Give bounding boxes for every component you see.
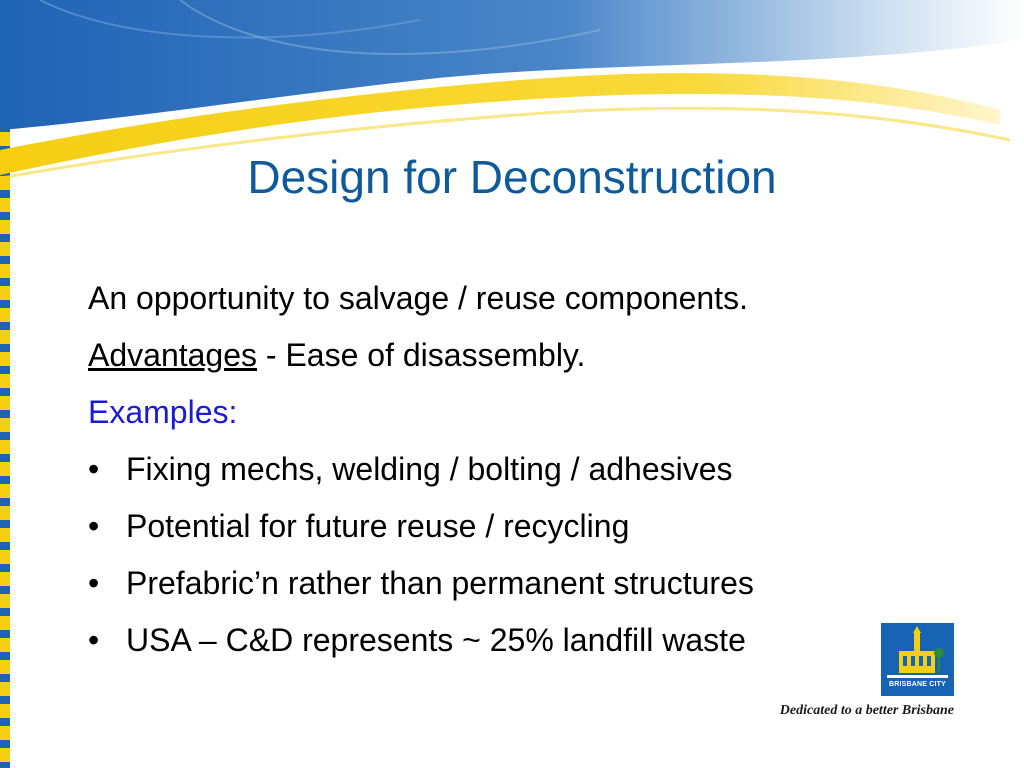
examples-heading: Examples: [88,394,238,430]
intro-line: An opportunity to salvage / reuse components. [88,280,748,316]
advantages-text: - Ease of disassembly. [257,337,586,373]
bullet-item [88,555,968,612]
bullet-text: Fixing mechs, welding / bolting / adhesives [126,451,733,487]
bullet-glyph: • [88,622,100,658]
bullet-text: Potential for future reuse / recycling [126,508,630,544]
tagline: Dedicated to a better Brisbane [779,703,954,718]
bullet-item [88,612,968,669]
bullet-glyph: • [88,451,100,487]
slide-title: Design for Deconstruction [247,151,777,203]
bullet-item [88,498,968,555]
bullet-text: USA – C&D represents ~ 25% landfill waste [126,622,746,658]
logo-caption: BRISBANE CITY [888,681,947,688]
advantages-label: Advantages [88,337,258,373]
bullet-text: Prefabric’n rather than permanent structures [126,565,754,601]
slide-body [88,270,968,669]
bullet-glyph: • [88,508,100,544]
advantages-line [88,327,968,384]
bullet-item [88,441,968,498]
bullet-glyph: • [88,565,100,601]
